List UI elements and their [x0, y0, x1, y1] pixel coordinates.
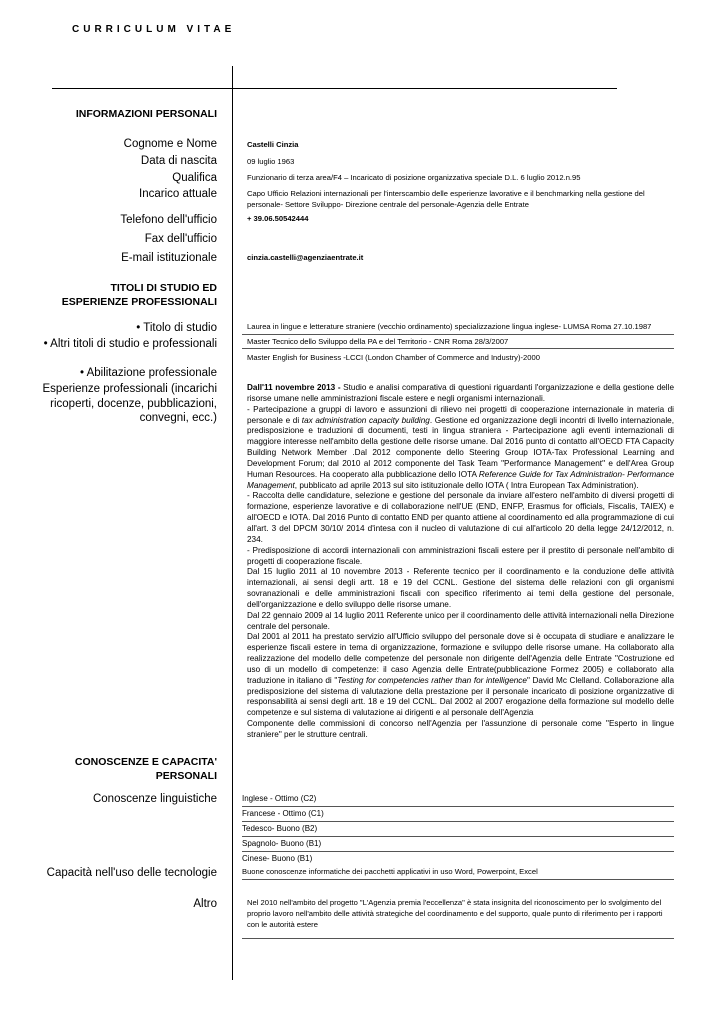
label-birth-date: Data di nascita	[140, 155, 217, 167]
experience-paragraph: - Predisposizione di accordi internazionali con amministrazioni fiscali estere per il prestito di personale nell'ambito di progetti di cooperazione fiscale.	[247, 545, 674, 566]
value-office-phone: + 39.06.50542444	[247, 214, 309, 223]
label-office-fax: Fax dell'ufficio	[144, 233, 217, 245]
language-item: Francese - Ottimo (C1)	[242, 806, 674, 822]
header-divider	[52, 88, 617, 89]
label-other: Altro	[193, 898, 217, 910]
experience-italic: tax administration capacity building	[301, 415, 430, 425]
label-surname-name: Cognome e Nome	[123, 138, 217, 150]
value-technology: Buone conoscenze informatiche dei pacchetti applicativi in uso Word, Powerpoint, Excel	[242, 867, 538, 876]
label-technology: Capacità nell'uso delle tecnologie	[46, 867, 217, 879]
experience-paragraph: Dal 15 luglio 2011 al 10 novembre 2013 - Referente tecnico per il coordinamento e la conduzione delle attività internazionali, ai sensi degli artt. 18 e 19 del CCNL. Gestione del sistema delle relazioni con gli organismi sovranazionali e delle amministrazioni fiscali con specifico riferimento ai temi della gestione del personale, dell'organizzazione e dello sviluppo delle risorse umane.	[247, 567, 674, 609]
label-office-phone: Telefono dell'ufficio	[120, 214, 217, 226]
row-divider	[242, 334, 674, 335]
value-other: Nel 2010 nell'ambito del progetto "L'Agenzia premia l'eccellenza" è stata insignita del riconoscimento per lo svolgimento del proprio lavoro nell'ambito delle attività strategiche del coordinamento e del supporto, quale punto di riferimento per i rapporti con le autorità estere	[247, 898, 663, 929]
experience-paragraph: . Gestione ed organizzazione degli incontri di livello internazionale, predisposizione e traduzioni di documenti, testi in lingua straniera - Partecipazione agli eventi internazionali di maggiore interesse nell'ambito della gestione delle risorse umane. Dal 2016 punto di contatto all'OECD FTA Capacity Building Network Member .Dal 2012 componente dello Steering Group IOTA-Tax Professional Learning and Development Forum; dal 2010 al 2012 componente del Task Team "Performance Management" e dell'Area Group Human Resources. Ha cooperato alla pubblicazione dello IOTA	[247, 415, 674, 479]
experience-paragraph: - Raccolta delle candidature, selezione e gestione del personale da inviare all'estero nell'ambito di diversi progetti di formazione, esperienze lavorative e di collaborazione nell'UE (END, ENFP, Erasmus for officials, Fiscalis, TAIEX) e all'OECD e IOTA. Dal 2016 Punto di contatto END per quanto attiene al coordinamento ed alla programmazione di cui all'art. 3 del DPCM 30/10/ 2014 d'intesa con il nucleo di valutazione di cui all'articolo 20 della legge 24/12/2012, n. 234.	[247, 491, 674, 544]
experience-paragraph: Dal 2001 al 2011 ha prestato servizio all'Ufficio sviluppo del personale dove si è occupata di studiare e analizzare le esperienze fiscali estere in tema di organizzazione, formazione e sviluppo delle risorse umane. Ha collaborato alla realizzazione del modello delle competenze del personale non dirigente dell'Agenzia delle Entrate "Costruzione ed uso di un modello di competenze: il caso Agenzia delle Entrate(pubblicazione Formez 2005) e collaborato alla traduzione in italiano di "	[247, 632, 674, 685]
language-item: Cinese- Buono (B1)	[242, 854, 313, 863]
language-item: Tedesco- Buono (B2)	[242, 821, 674, 837]
experience-paragraph: , pubblicato ad aprile 2013 sul sito istituzionale dello IOTA ( Intra European Tax Administration).	[294, 480, 639, 490]
label-qualification: Qualifica	[172, 172, 217, 184]
value-other-title-2: Master English for Business -LCCI (London Chamber of Commerce and Industry)-2000	[247, 353, 540, 362]
experience-text	[247, 383, 674, 741]
experience-paragraph: " David Mc Clelland. Collaborazione alla predisposizione del sistema di valutazione della prestazione per il personale incaricato di posizione organizzative di responsabilità ai sensi degli artt. 18 e 19 del CCNL. Dal 2002 al 2007 erogazione della formazione sul modello delle competenze e sul sistema di valutazione ai dirigenti e al personale dell'Agenzia	[247, 675, 674, 718]
value-birth-date: 09 luglio 1963	[247, 157, 295, 166]
label-languages: Conoscenze linguistiche	[92, 793, 217, 805]
language-item: Spagnolo- Buono (B1)	[242, 836, 674, 852]
experience-italic: Reference Guide for Tax Administration- Performance Management	[247, 469, 675, 490]
cv-title: CURRICULUM VITAE	[72, 24, 236, 35]
label-degree: • Titolo di studio	[136, 322, 217, 334]
value-current-role: Capo Ufficio Relazioni internazionali per l'interscambio delle esperienze lavorative e il benchmarking nella gestione del personale- Settore Sviluppo- Direzione centrale del personale-Agenzia delle Entrate	[247, 189, 645, 209]
vertical-divider	[232, 66, 233, 980]
row-divider	[242, 348, 674, 349]
label-other-titles: • Altri titoli di studio e professionali	[43, 338, 217, 350]
value-degree: Laurea in lingue e letterature straniere (vecchio ordinamento) specializzazione lingua inglese- LUMSA Roma 27.10.1987	[247, 322, 652, 331]
experience-paragraph: - Partecipazione a gruppi di lavoro e assunzioni di rilievo nei progetti di cooperazione internazionale in materia di personale e di	[247, 404, 674, 425]
experience-paragraph: Dal 22 gennaio 2009 al 14 luglio 2011 Referente unico per il coordinamento delle attività internazionali nella Direzione centrale del personale.	[247, 610, 674, 631]
experience-period: Dall'11 novembre 2013 -	[247, 383, 341, 392]
row-divider	[242, 938, 674, 939]
section-heading-skills: CONOSCENZE E CAPACITA' PERSONALI	[74, 756, 217, 782]
label-current-role: Incarico attuale	[139, 188, 217, 200]
section-heading-education: TITOLI DI STUDIO ED ESPERIENZE PROFESSIONALI	[61, 282, 217, 308]
experience-italic: Testing for competencies rather than for intelligence	[337, 675, 527, 685]
label-qualifications: • Abilitazione professionale	[79, 367, 217, 379]
label-email: E-mail istituzionale	[121, 252, 217, 264]
row-divider	[242, 879, 674, 880]
value-qualification: Funzionario di terza area/F4 – Incaricato di posizione organizzativa speciale D.L. 6 luglio 2012.n.95	[247, 173, 581, 182]
value-email: cinzia.castelli@agenziaentrate.it	[247, 253, 364, 262]
value-surname-name: Castelli Cinzia	[247, 140, 299, 149]
experience-paragraph: Componente delle commissioni di concorso nell'Agenzia per l'assunzione di personale come "Esperto in lingue straniere" per le strutture centrali.	[247, 719, 674, 739]
value-other-title-1: Master Tecnico dello Sviluppo della PA e del Territorio - CNR Roma 28/3/2007	[247, 337, 509, 346]
language-item: Inglese - Ottimo (C2)	[242, 791, 674, 807]
label-experience: Esperienze professionali (incarichi ricoperti, docenze, pubblicazioni, convegni, ecc.)	[42, 383, 217, 424]
section-heading-personal: INFORMAZIONI PERSONALI	[75, 108, 217, 120]
experience-paragraph: Studio e analisi comparativa di questioni riguardanti l'organizzazione e della gestione delle risorse umane nelle amministrazioni fiscale estere e negli organismi internazionali.	[247, 383, 674, 403]
